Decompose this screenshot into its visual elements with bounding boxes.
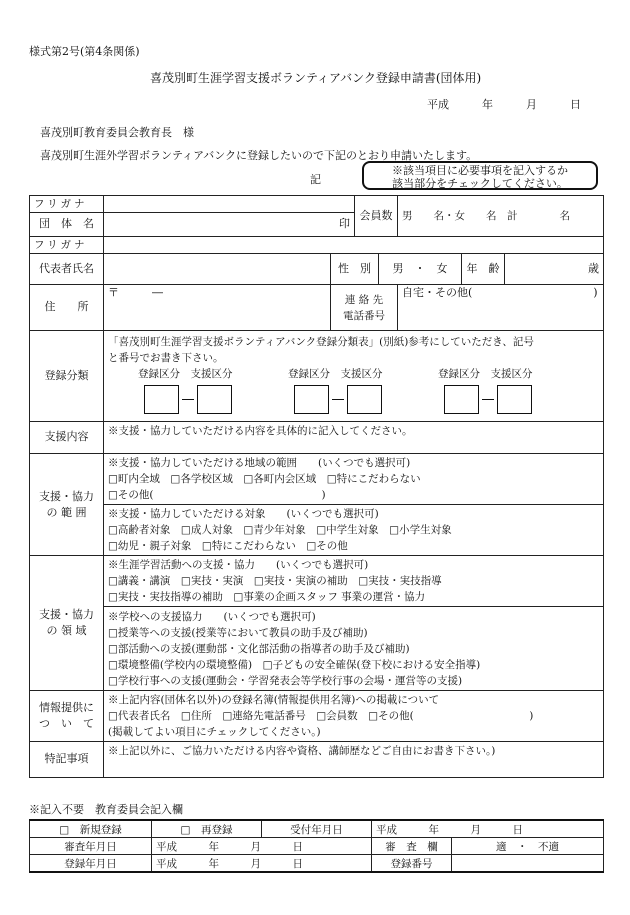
contact-field[interactable]: 自宅・その他( ) (398, 285, 604, 331)
age-label: 年 齢 (462, 254, 505, 285)
reg-code-box-1[interactable] (144, 385, 179, 414)
sup-code-box-1[interactable] (197, 385, 232, 414)
furigana-field-2[interactable] (104, 237, 604, 254)
intro-text: 喜茂別町生涯外学習ボランティアバンクに登録したいので下記のとおり申請いたします。 (40, 149, 478, 162)
rep-name-label: 代表者氏名 (30, 254, 104, 285)
re-registration-checkbox[interactable]: □ 再登録 (152, 820, 262, 838)
address-field[interactable]: 〒 ― (104, 285, 331, 331)
field-lifelong-options[interactable]: ※生涯学習活動への支援・協力 (いくつでも選択可) □講義・講演 □実技・実演 □実技・実演の補助 □実技・実技指導 □実技・実技指導の補助 □事業の企画スタッフ 事業の運営・協力 (104, 556, 604, 607)
furigana-field[interactable] (104, 196, 355, 213)
gender-label: 性 別 (331, 254, 379, 285)
scope-area-options[interactable]: ※支援・協力していただける地域の範囲 (いくつでも選択可) □町内全域 □各学校区域 □各町内会区域 □特にこだわらない □その他( ) (104, 454, 604, 505)
address-label: 住 所 (30, 285, 104, 331)
category-field: 「喜茂別町生涯学習支援ボランティアバンク登録分類表」(別紙)参考にしていただき、記号 と番号でお書き下さい。 登録区分 支援区分 登録区分 支援区分 登録区分 支援区分 (104, 331, 604, 422)
review-date-label: 審査年月日 (30, 838, 152, 855)
scope-label: 支援・協力 の 範 囲 (30, 454, 104, 556)
form-title: 喜茂別町生涯学習支援ボランティアバンク登録申請書(団体用) (150, 71, 482, 85)
ki-mark: 記 (310, 173, 321, 186)
date-line: 平成 年 月 日 (427, 98, 581, 111)
office-heading: ※記入不要 教育委員会記入欄 (29, 803, 183, 816)
info-options[interactable]: ※上記内容(団体名以外)の登録名簿(情報提供用名簿)への掲載について □代表者氏名 □住所 □連絡先電話番号 □会員数 □その他( ) (掲載してよい項目にチェックしてください。) (104, 691, 604, 742)
review-result-field[interactable]: 適 ・ 不適 (452, 838, 604, 855)
support-content-field[interactable]: ※支援・協力していただける内容を具体的に記入してください。 (104, 422, 604, 454)
field-label: 支援・協力 の 領 域 (30, 556, 104, 691)
remarks-label: 特記事項 (30, 742, 104, 778)
sup-code-box-2[interactable] (347, 385, 382, 414)
instruction-note: ※該当項目に必要事項を記入するか 該当部分をチェックしてください。 (362, 161, 598, 190)
contact-label: 連 絡 先 電話番号 (331, 285, 398, 331)
registration-number-field[interactable] (452, 855, 604, 873)
dash (182, 399, 194, 400)
support-content-label: 支援内容 (30, 422, 104, 454)
registration-date-label: 登録年月日 (30, 855, 152, 873)
received-date-field[interactable]: 平成 年 月 日 (372, 820, 604, 838)
group-name-field[interactable] (104, 213, 355, 237)
form-number: 様式第2号(第4条関係) (29, 45, 140, 58)
dash (482, 399, 494, 400)
info-label: 情報提供に つ い て (30, 691, 104, 742)
review-date-field[interactable]: 平成 年 月 日 (152, 838, 372, 855)
rep-name-field[interactable] (104, 254, 331, 285)
dash (332, 399, 344, 400)
registration-date-field[interactable]: 平成 年 月 日 (152, 855, 372, 873)
furigana-label-2: フリガナ (30, 237, 104, 254)
gender-field[interactable]: 男 ・ 女 (379, 254, 462, 285)
registration-number-label: 登録番号 (372, 855, 452, 873)
field-school-options[interactable]: ※学校への支援協力 (いくつでも選択可) □授業等への支援(授業等において教員の助手及び補助) □部活動への支援(運動部・文化部活動の指導者の助手及び補助) □環境整備(学校内の環境整備) □子どもの安全確保(登下校における安全指導) □学校行事への支援(運動会・学習発表会等学校行事の会場・運営等の支援) (104, 607, 604, 691)
members-field[interactable]: 男 名・女 名 計 名 (398, 196, 604, 237)
seal-mark: 印 (339, 217, 350, 231)
code-pair-2: 登録区分 支援区分 (288, 367, 438, 413)
code-pair-1: 登録区分 支援区分 (138, 367, 288, 413)
reg-code-box-2[interactable] (294, 385, 329, 414)
reg-code-box-3[interactable] (444, 385, 479, 414)
addressee: 喜茂別町教育委員会教育長 様 (40, 126, 194, 139)
group-name-label: 団 体 名 (30, 213, 104, 237)
received-date-label: 受付年月日 (262, 820, 372, 838)
review-label: 審 査 欄 (372, 838, 452, 855)
code-pair-3: 登録区分 支援区分 (438, 367, 588, 413)
remarks-field[interactable]: ※上記以外に、ご協力いただける内容や資格、講師歴などご自由にお書き下さい。) (104, 742, 604, 778)
application-form-table (29, 195, 604, 778)
category-label: 登録分類 (30, 331, 104, 422)
office-use-table (29, 819, 604, 873)
members-label: 会員数 (355, 196, 398, 237)
new-registration-checkbox[interactable]: □ 新規登録 (30, 820, 152, 838)
age-field[interactable]: 歳 (505, 254, 604, 285)
sup-code-box-3[interactable] (497, 385, 532, 414)
furigana-label: フリガナ (30, 196, 104, 213)
scope-target-options[interactable]: ※支援・協力していただける対象 (いくつでも選択可) □高齢者対象 □成人対象 □青少年対象 □中学生対象 □小学生対象 □幼児・親子対象 □特にこだわらない □その他 (104, 505, 604, 556)
